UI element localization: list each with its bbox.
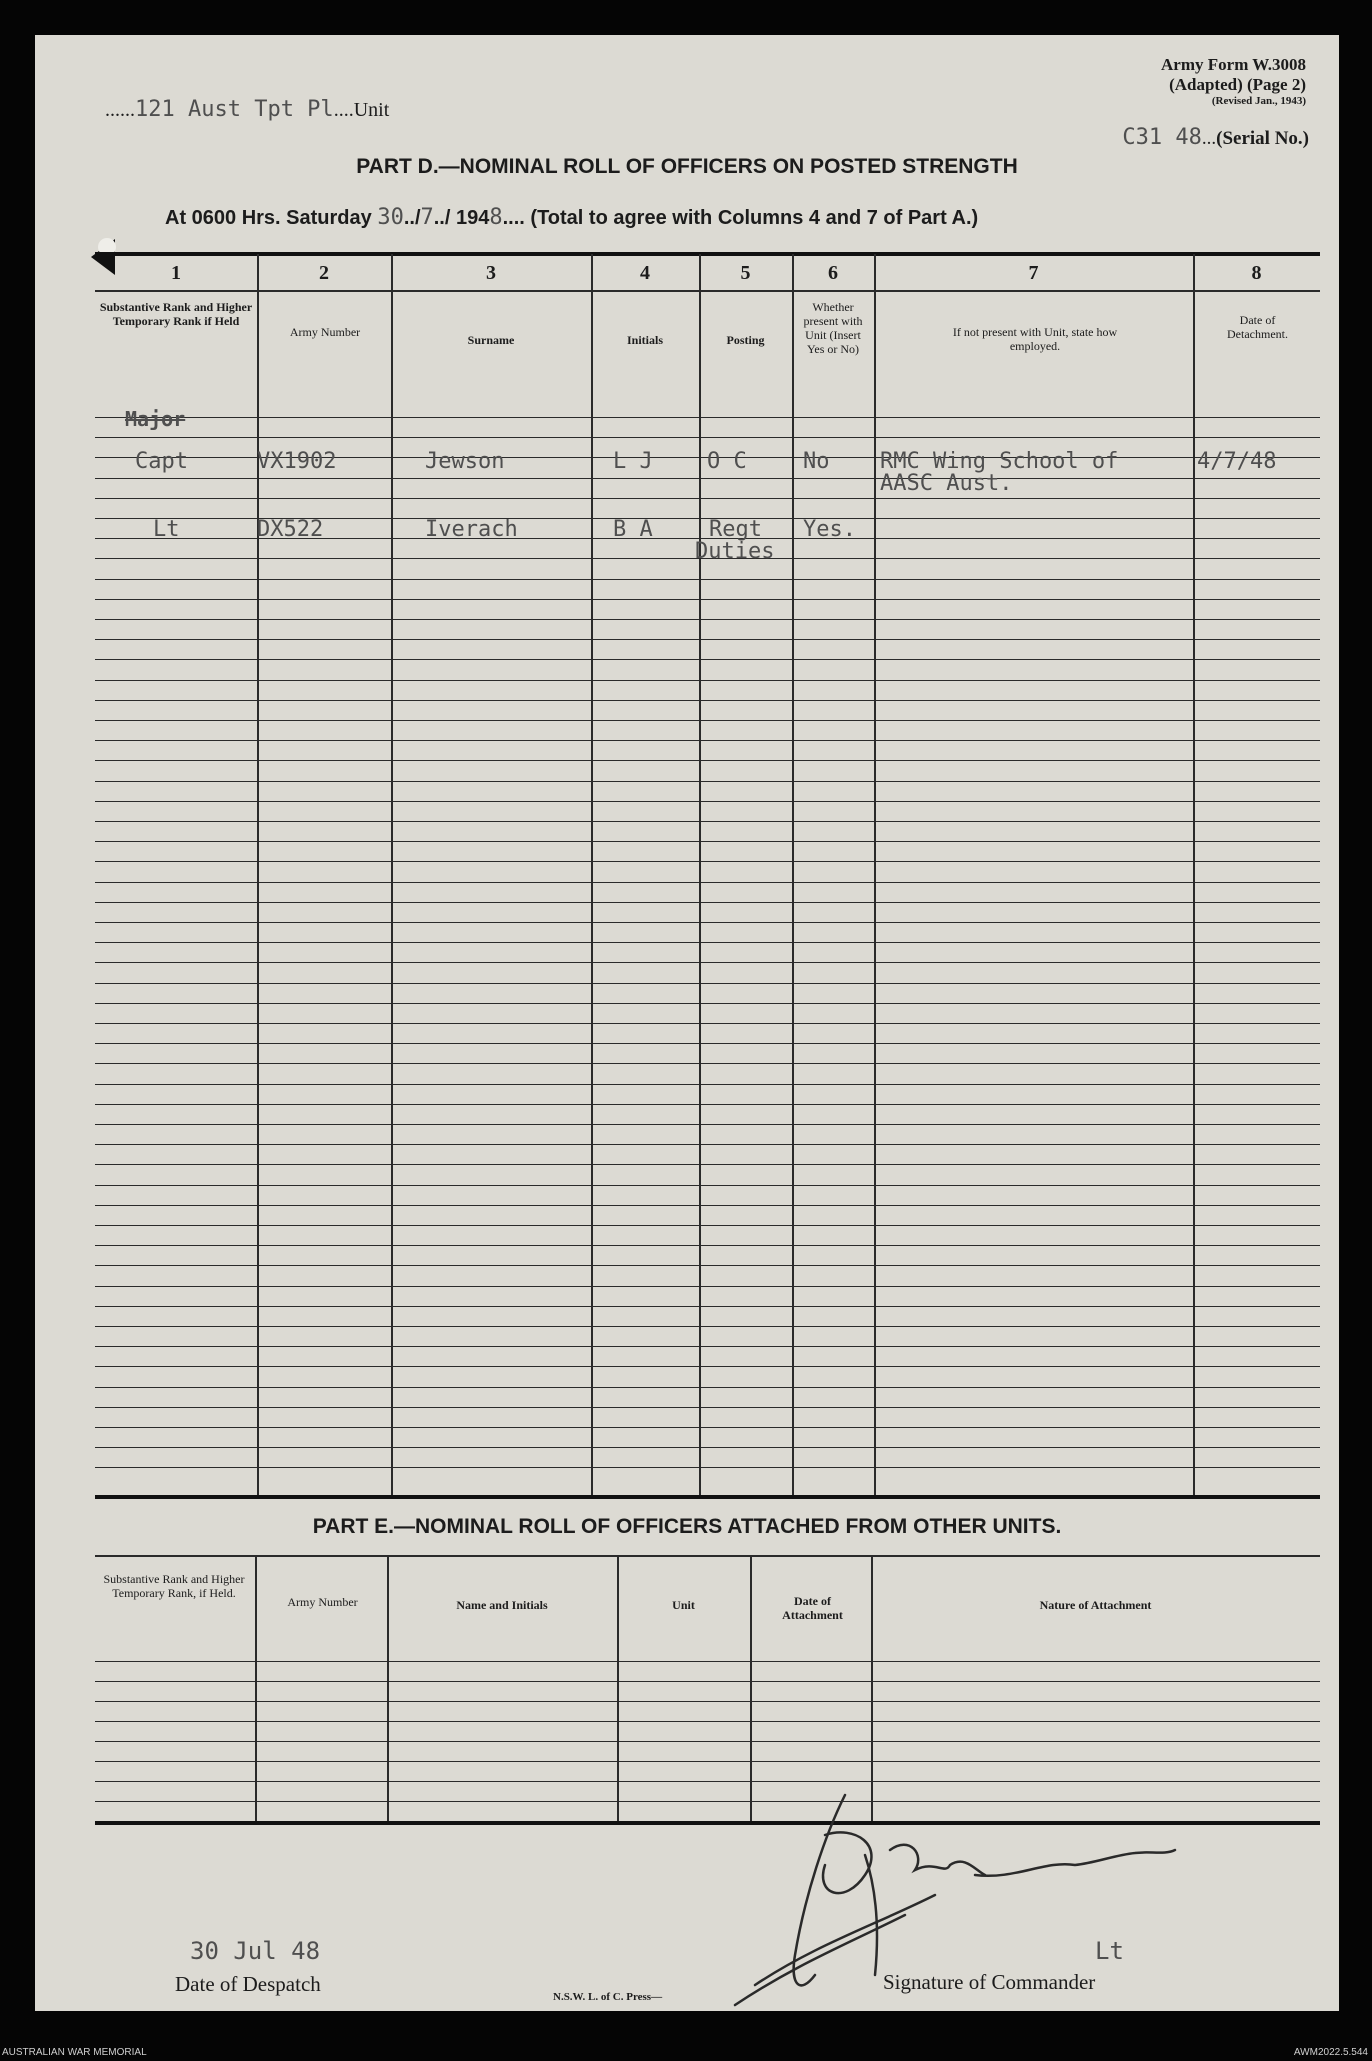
row2-army-number: DX522: [257, 517, 324, 542]
commander-signature: [675, 1755, 1195, 2015]
credit-right: AWM2022.5.544: [1293, 2047, 1368, 2058]
col-number: 7: [1028, 262, 1039, 284]
e-col-rank: Substantive Rank and Higher Temporary Rank, if Held.: [103, 1572, 245, 1600]
date-day: 30: [377, 205, 404, 230]
date-year-typed: 8: [489, 205, 503, 230]
row2-initials: B A: [613, 517, 653, 542]
row-rule: [95, 1225, 1320, 1226]
unit-label: Unit: [353, 99, 390, 121]
despatch-label: Date of Despatch: [175, 1972, 321, 1996]
time-suffix: (Total to agree with Columns 4 and 7 of Part A.): [530, 207, 979, 229]
row-rule: [95, 720, 1320, 721]
serial-label: (Serial No.): [1216, 128, 1309, 149]
form-page: [35, 35, 1339, 2011]
row-rule: [95, 1063, 1320, 1064]
row-rule: [95, 1661, 1320, 1662]
serial-value: C31 48: [1122, 125, 1202, 150]
time-prefix: At 0600 Hrs. Saturday: [165, 207, 372, 229]
table-top-rule: [95, 252, 1320, 256]
row-rule: [95, 1427, 1320, 1428]
row-rule: [95, 740, 1320, 741]
signature-label: Signature of Commander: [883, 1970, 1096, 1994]
part-e-top-rule: [95, 1555, 1320, 1557]
col-number: 3: [486, 262, 496, 284]
row-rule: [95, 680, 1320, 681]
header-divider: [95, 290, 1320, 292]
row-rule: [95, 760, 1320, 761]
row-rule: [95, 1245, 1320, 1246]
row-rule: [95, 962, 1320, 963]
row-rule: [95, 639, 1320, 640]
row1-detachment: 4/7/48: [1197, 449, 1277, 474]
col-heading-army-number: Army Number: [289, 325, 361, 339]
serial-line: C31 48...(Serial No.): [1122, 125, 1309, 150]
row-rule: [95, 619, 1320, 620]
col-divider: [1193, 254, 1195, 1495]
row-rule: [95, 1447, 1320, 1448]
part-e-title: PART E.—NOMINAL ROLL OF OFFICERS ATTACHED FROM OTHER UNITS.: [312, 1515, 1062, 1538]
e-col-date: Date of Attachment: [782, 1594, 843, 1622]
row-rule: [95, 1124, 1320, 1125]
row-rule: [95, 437, 1320, 438]
col-number: 1: [171, 262, 181, 284]
row-rule: [95, 659, 1320, 660]
row1-posting: O C: [707, 449, 747, 474]
e-col-army-number: Army Number: [287, 1595, 358, 1609]
col-divider: [792, 254, 794, 1495]
col-heading-employed: If not present with Unit, state how employed.: [952, 325, 1118, 353]
col-number: 6: [828, 262, 838, 284]
row-rule: [95, 700, 1320, 701]
row-rule: [95, 922, 1320, 923]
row1-employed: RMC Wing School of: [880, 449, 1119, 474]
table-bottom-rule: [95, 1495, 1320, 1499]
row-rule: [95, 478, 1320, 479]
struck-entry: Major: [125, 407, 186, 431]
col-heading-present: Whether present with Unit (Insert Yes or No): [803, 300, 863, 356]
row2-rank: Lt: [153, 517, 180, 542]
row1-surname: Jewson: [425, 449, 505, 474]
row-rule: [95, 1366, 1320, 1367]
row1-army-number: VX1902: [257, 449, 337, 474]
row1-present: No: [803, 449, 830, 474]
col-number: 8: [1251, 262, 1262, 284]
row-rule: [95, 821, 1320, 822]
col-heading-posting: Posting: [726, 333, 765, 347]
row-rule: [95, 801, 1320, 802]
row-rule: [95, 599, 1320, 600]
col-heading-detachment: Date of Detachment.: [1227, 313, 1288, 341]
row-rule: [95, 1265, 1320, 1266]
row-rule: [95, 1286, 1320, 1287]
row2-posting: Regt: [709, 517, 762, 542]
form-id-line2: (Adapted) (Page 2): [1169, 75, 1306, 94]
col-divider: [391, 254, 393, 1495]
row-rule: [95, 1205, 1320, 1206]
row-rule: [95, 579, 1320, 580]
col-divider: [591, 254, 593, 1495]
col-number: 5: [740, 262, 751, 284]
row-rule: [95, 1144, 1320, 1145]
row-rule: [95, 1306, 1320, 1307]
row-rule: [95, 417, 1320, 418]
form-identifier: [1161, 55, 1306, 107]
row-rule: [95, 1407, 1320, 1408]
col-divider: [874, 254, 876, 1495]
row2-surname: Iverach: [425, 517, 518, 542]
unit-line: ......121 Aust Tpt Pl....Unit: [105, 97, 390, 122]
row-rule: [95, 1721, 1320, 1722]
row-rule: [95, 1043, 1320, 1044]
e-col-nature: Nature of Attachment: [1039, 1598, 1152, 1612]
row-rule: [95, 942, 1320, 943]
commander-rank: Lt: [1095, 1937, 1124, 1965]
row-rule: [95, 1185, 1320, 1186]
form-id-line3: (Revised Jan., 1943): [1211, 95, 1306, 107]
despatch-date: 30 Jul 48: [190, 1937, 321, 1965]
row-rule: [95, 1741, 1320, 1742]
row-rule: [95, 1346, 1320, 1347]
row1-employed-line2: AASC Aust.: [880, 471, 1013, 496]
col-heading-rank: Substantive Rank and Higher Temporary Rank if Held: [99, 300, 253, 328]
part-d-title: PART D.—NOMINAL ROLL OF OFFICERS ON POSTED STRENGTH: [356, 155, 1018, 178]
col-number: 2: [319, 262, 329, 284]
time-line: At 0600 Hrs. Saturday 30../7../ 1948.... (Total to agree with Columns 4 and 7 of Part A.): [165, 205, 979, 230]
col-number: 4: [640, 262, 650, 284]
row-rule: [95, 498, 1320, 499]
unit-value: 121 Aust Tpt Pl: [135, 97, 334, 122]
form-id-line1: Army Form W.3008: [1161, 55, 1306, 74]
row-rule: [95, 1164, 1320, 1165]
row-rule: [95, 1681, 1320, 1682]
e-col-name: Name and Initials: [456, 1598, 548, 1612]
credit-left: AUSTRALIAN WAR MEMORIAL: [2, 2047, 147, 2058]
date-month: 7: [420, 205, 434, 230]
row-rule: [95, 861, 1320, 862]
row-rule: [95, 781, 1320, 782]
row1-initials: L J: [613, 449, 653, 474]
row-rule: [95, 1701, 1320, 1702]
row-rule: [95, 1326, 1320, 1327]
row-rule: [95, 882, 1320, 883]
col-heading-initials: Initials: [626, 333, 663, 347]
row-rule: [95, 983, 1320, 984]
col-divider: [699, 254, 701, 1495]
row2-present: Yes.: [803, 517, 856, 542]
col-heading-surname: Surname: [467, 333, 515, 347]
row2-posting-line2: Duties: [695, 539, 775, 564]
e-col-unit: Unit: [672, 1598, 695, 1612]
row-rule: [95, 1387, 1320, 1388]
row-rule: [95, 1467, 1320, 1468]
col-divider: [257, 254, 259, 1495]
printer-imprint: N.S.W. L. of C. Press—: [553, 1991, 663, 2003]
row-rule: [95, 841, 1320, 842]
row-rule: [95, 1104, 1320, 1105]
row-rule: [95, 1084, 1320, 1085]
row-rule: [95, 1023, 1320, 1024]
date-year-printed: 194: [455, 207, 490, 229]
row-rule: [95, 902, 1320, 903]
row-rule: [95, 1003, 1320, 1004]
row1-rank: Capt: [135, 449, 188, 474]
